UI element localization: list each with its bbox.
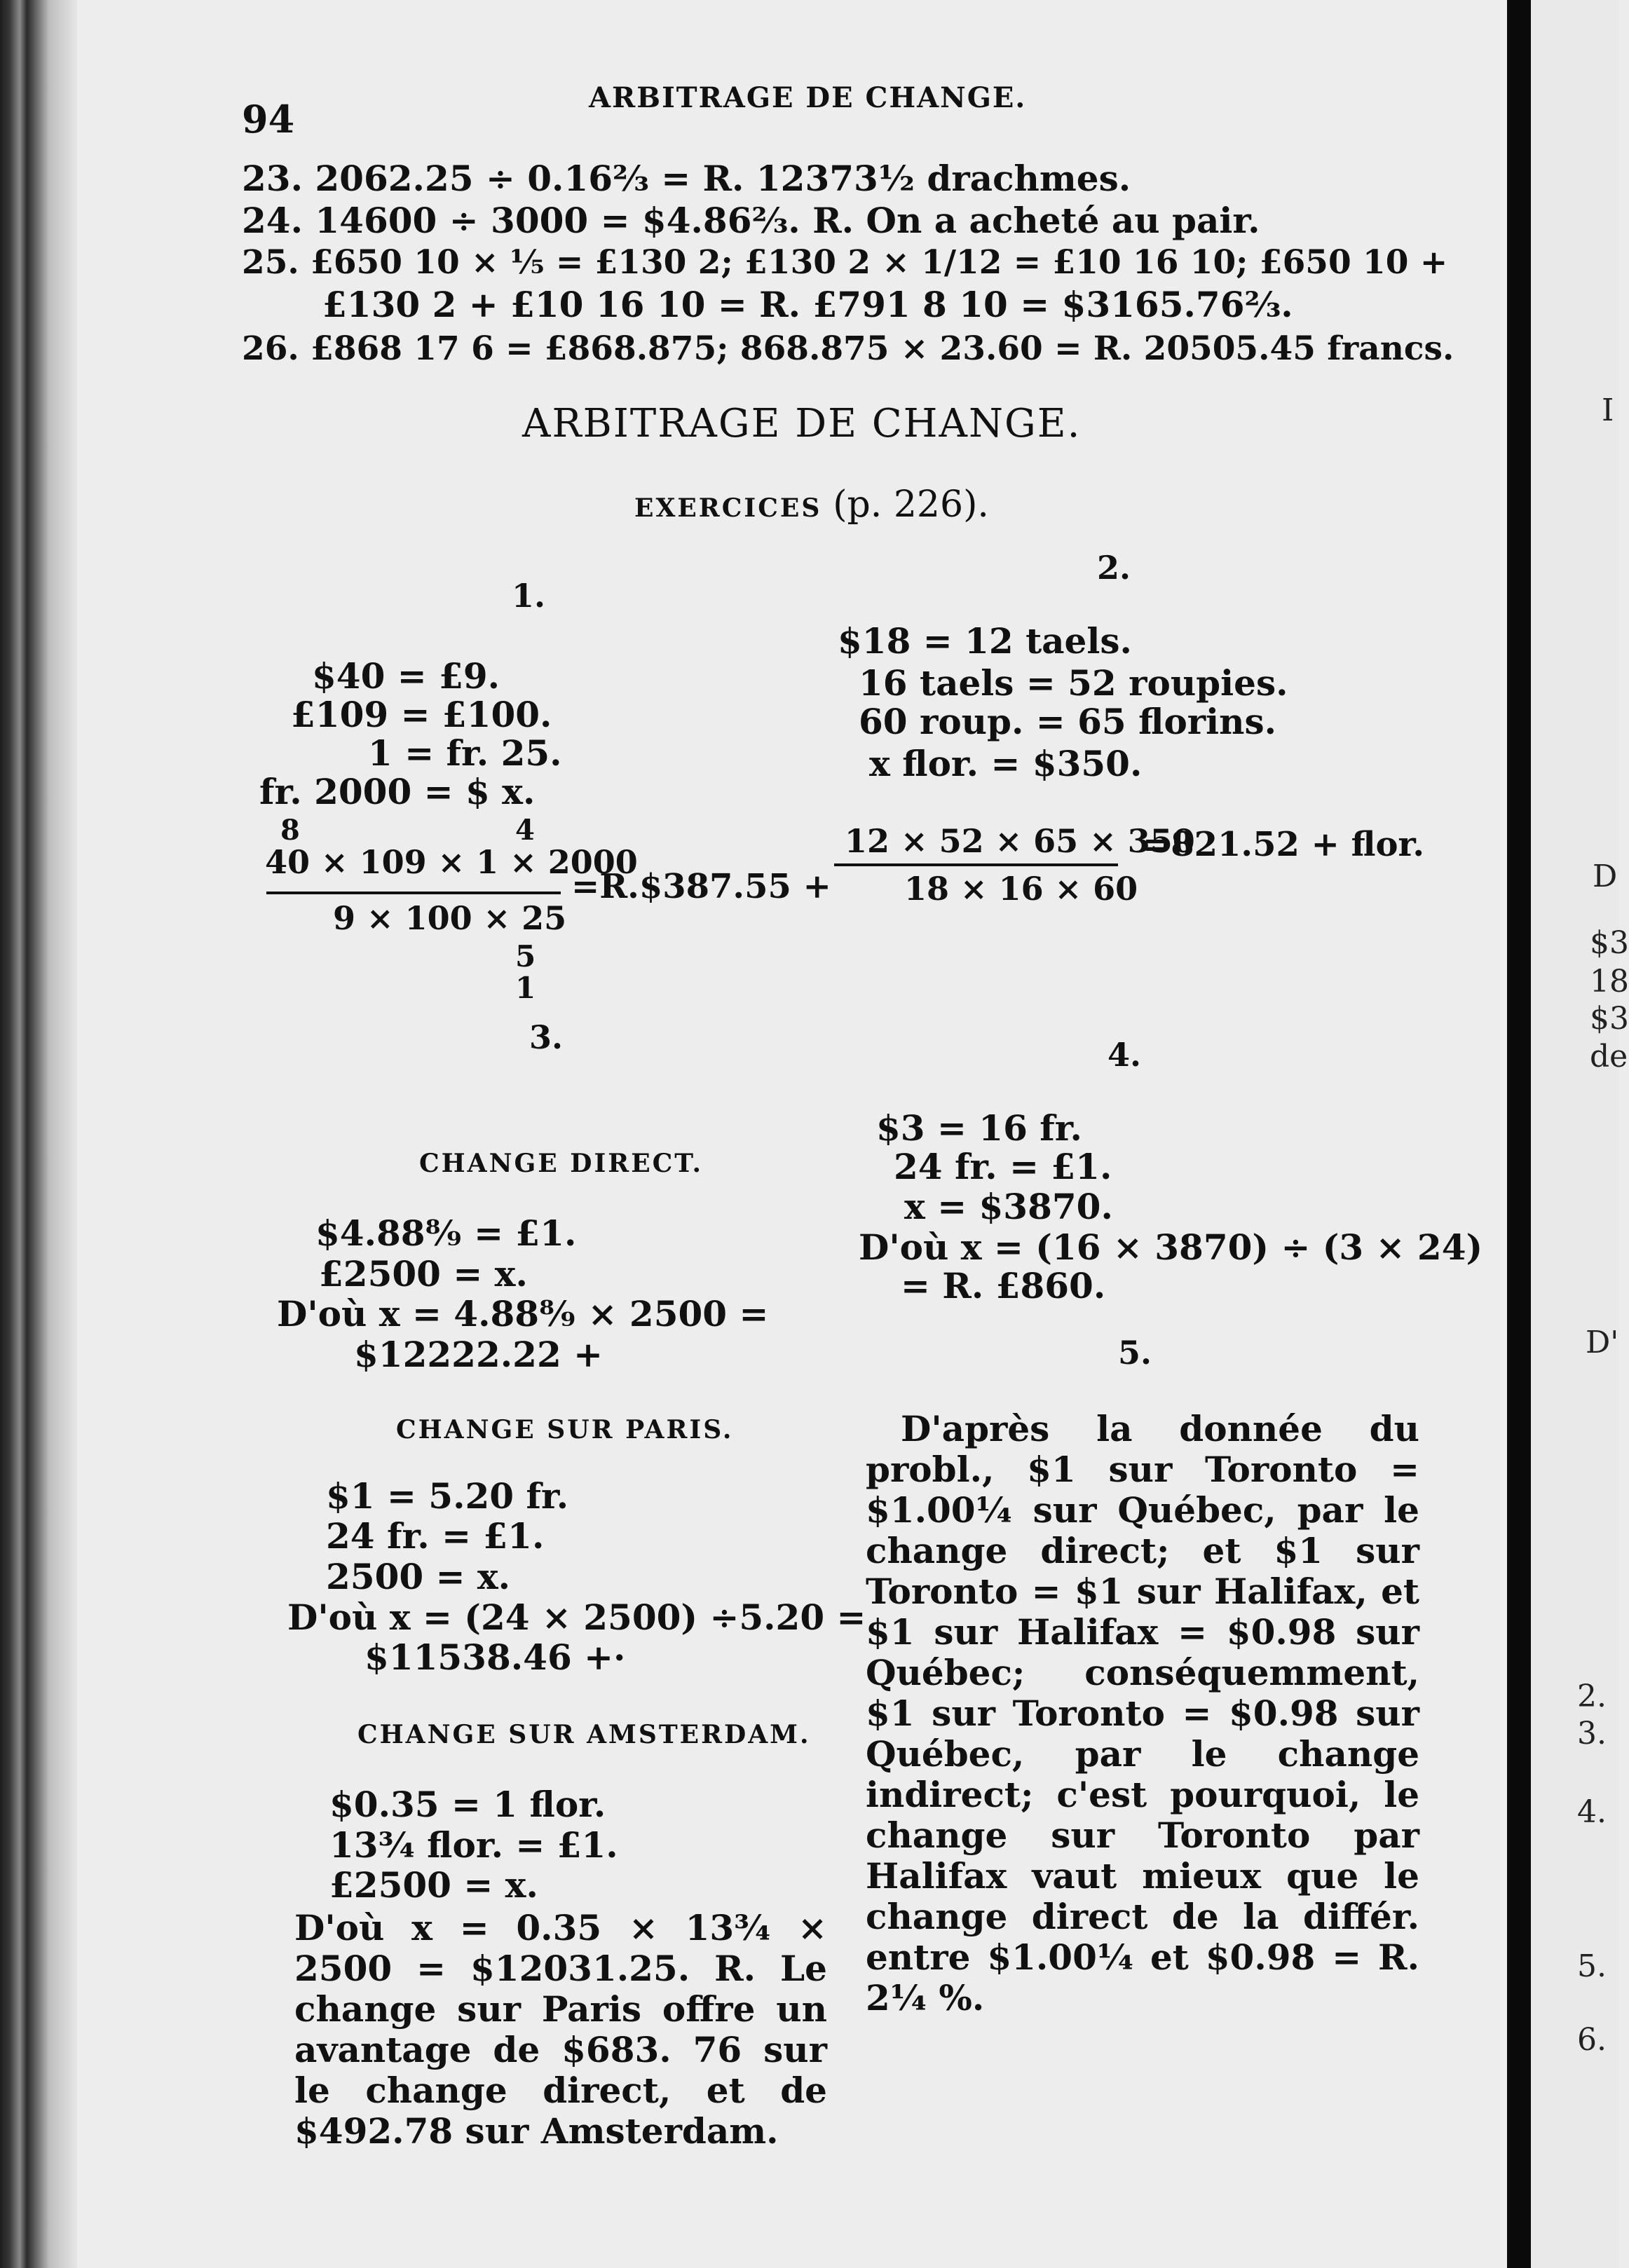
ex4-line-3: x = $3870.: [904, 1186, 1113, 1227]
ex1-numerator: 40 × 109 × 1 × 2000: [265, 843, 638, 881]
ex2-result: =821.52 + flor.: [1143, 825, 1425, 864]
ex3-direct-heading: CHANGE DIRECT.: [419, 1149, 703, 1178]
ex1-line-1: $40 = £9.: [312, 655, 500, 697]
next-page-fragment: $3: [1590, 925, 1629, 961]
ex3-label: 3.: [529, 1018, 564, 1056]
ex1-denominator: 9 × 100 × 25: [333, 899, 567, 937]
ex3-amsterdam-line-3: £2500 = x.: [329, 1864, 538, 1906]
next-page-fragment: 6.: [1577, 2022, 1607, 2058]
ex1-line-3: 1 = fr. 25.: [368, 732, 562, 774]
ex2-fraction-bar: [834, 863, 1118, 866]
next-page-edge: [1531, 0, 1619, 2268]
ex3-amsterdam-paragraph: D'où x = 0.35 × 13¾ × 2500 = $12031.25. R. Le change sur Paris offre un avantage de $683. 76 sur le change direct, et de $492.78 sur Amsterdam.: [294, 1907, 827, 2152]
ex5-label: 5.: [1118, 1334, 1152, 1372]
ex1-below-2: 1: [515, 971, 536, 1005]
ex3-paris-heading: CHANGE SUR PARIS.: [396, 1415, 734, 1444]
ex5-paragraph: D'après la donnée du probl., $1 sur Toronto = $1.00¼ sur Québec, par le change direct; et $1 sur Toronto = $1 sur Halifax, et $1 sur Halifax = $0.98 sur Québec; conséquemment, $1 sur Toronto = $0.98 sur Québec, par le change indirect; c'est pourquoi, le change sur Toronto par Halifax vaut mieux que le change direct de la différ. entre $1.00¼ et $0.98 = R. 2¼ %.: [866, 1408, 1419, 2018]
ex1-label: 1.: [512, 577, 546, 615]
ex1-line-2: £109 = £100.: [291, 694, 552, 735]
ex1-cancel-left: 8: [280, 814, 300, 847]
running-title: ARBITRAGE DE CHANGE.: [589, 81, 1027, 114]
page-gutter: [49, 0, 77, 2268]
section-title: ARBITRAGE DE CHANGE.: [522, 401, 1082, 446]
ex2-denominator: 18 × 16 × 60: [904, 870, 1138, 908]
ex2-line-3: 60 roup. = 65 florins.: [859, 701, 1277, 742]
next-page-fragment: 5.: [1577, 1948, 1607, 1984]
ex4-label: 4.: [1107, 1036, 1142, 1074]
answer-line-26: 26. £868 17 6 = £868.875; 868.875 × 23.60 = R. 20505.45 francs.: [242, 329, 1454, 368]
ex3-direct-line-1: $4.88⁸⁄₉ = £1.: [315, 1212, 577, 1254]
ex3-paris-line-3: 2500 = x.: [326, 1556, 511, 1597]
next-page-fragment: 4.: [1577, 1794, 1607, 1830]
ex3-direct-line-4: $12222.22 +: [354, 1334, 604, 1375]
next-page-fragment: $3: [1590, 1001, 1629, 1037]
ex3-paris-line-5: $11538.46 +·: [364, 1637, 626, 1678]
answer-line-24: 24. 14600 ÷ 3000 = $4.86⅔. R. On a acheté au pair.: [242, 200, 1260, 241]
ex2-numerator: 12 × 52 × 65 × 350: [845, 822, 1195, 860]
ex4-line-4: D'où x = (16 × 3870) ÷ (3 × 24): [859, 1227, 1483, 1268]
ex3-paris-line-4: D'où x = (24 × 2500) ÷5.20 =: [287, 1597, 866, 1638]
answer-line-25-cont: £130 2 + £10 16 10 = R. £791 8 10 = $3165.76⅔.: [322, 284, 1293, 325]
ex1-below-1: 5: [515, 939, 536, 974]
page-number: 94: [242, 97, 295, 142]
section-subtitle: [634, 484, 989, 529]
next-page-fragment: 3.: [1577, 1716, 1607, 1751]
next-page-fragment: 18: [1590, 964, 1629, 999]
ex3-paris-line-2: 24 fr. = £1.: [326, 1515, 545, 1557]
ex1-fraction-bar: [266, 892, 561, 894]
next-page-fragment: 2.: [1577, 1679, 1607, 1714]
ex3-direct-line-2: £2500 = x.: [319, 1253, 528, 1294]
next-page-fragment: D: [1593, 859, 1618, 894]
ex4-line-5: = R. £860.: [901, 1265, 1106, 1306]
ex1-cancel-right: 4: [515, 814, 535, 847]
answer-line-23: 23. 2062.25 ÷ 0.16⅔ = R. 12373½ drachmes.: [242, 158, 1131, 199]
ex4-line-1: $3 = 16 fr.: [876, 1107, 1082, 1149]
page-divider: [1507, 0, 1531, 2268]
ex3-paris-line-1: $1 = 5.20 fr.: [326, 1475, 569, 1517]
ex3-direct-line-3: D'où x = 4.88⁸⁄₉ × 2500 =: [277, 1293, 769, 1334]
ex3-amsterdam-heading: CHANGE SUR AMSTERDAM.: [357, 1720, 811, 1749]
ex3-amsterdam-line-2: 13¾ flor. = £1.: [329, 1824, 618, 1866]
subtitle-page-ref: (p. 226).: [833, 484, 989, 526]
ex3-amsterdam-line-1: $0.35 = 1 flor.: [329, 1784, 606, 1825]
ex2-line-4: x flor. = $350.: [869, 743, 1143, 784]
book-binding: [0, 0, 49, 2268]
ex2-line-2: 16 taels = 52 roupies.: [859, 662, 1288, 704]
ex2-line-1: $18 = 12 taels.: [838, 620, 1132, 662]
subtitle-caps: EXERCICES: [634, 493, 822, 523]
next-page-fragment: I: [1602, 392, 1614, 428]
ex1-result: =R.$387.55 +: [571, 867, 831, 906]
ex4-line-2: 24 fr. = £1.: [894, 1146, 1112, 1187]
ex1-line-4: fr. 2000 = $ x.: [259, 771, 536, 812]
next-page-fragment: de: [1590, 1039, 1628, 1074]
next-page-fragment: D': [1586, 1325, 1619, 1360]
ex2-label: 2.: [1097, 549, 1131, 587]
answer-line-25: 25. £650 10 × ⅕ = £130 2; £130 2 × 1/12 = £10 16 10; £650 10 +: [242, 243, 1448, 282]
